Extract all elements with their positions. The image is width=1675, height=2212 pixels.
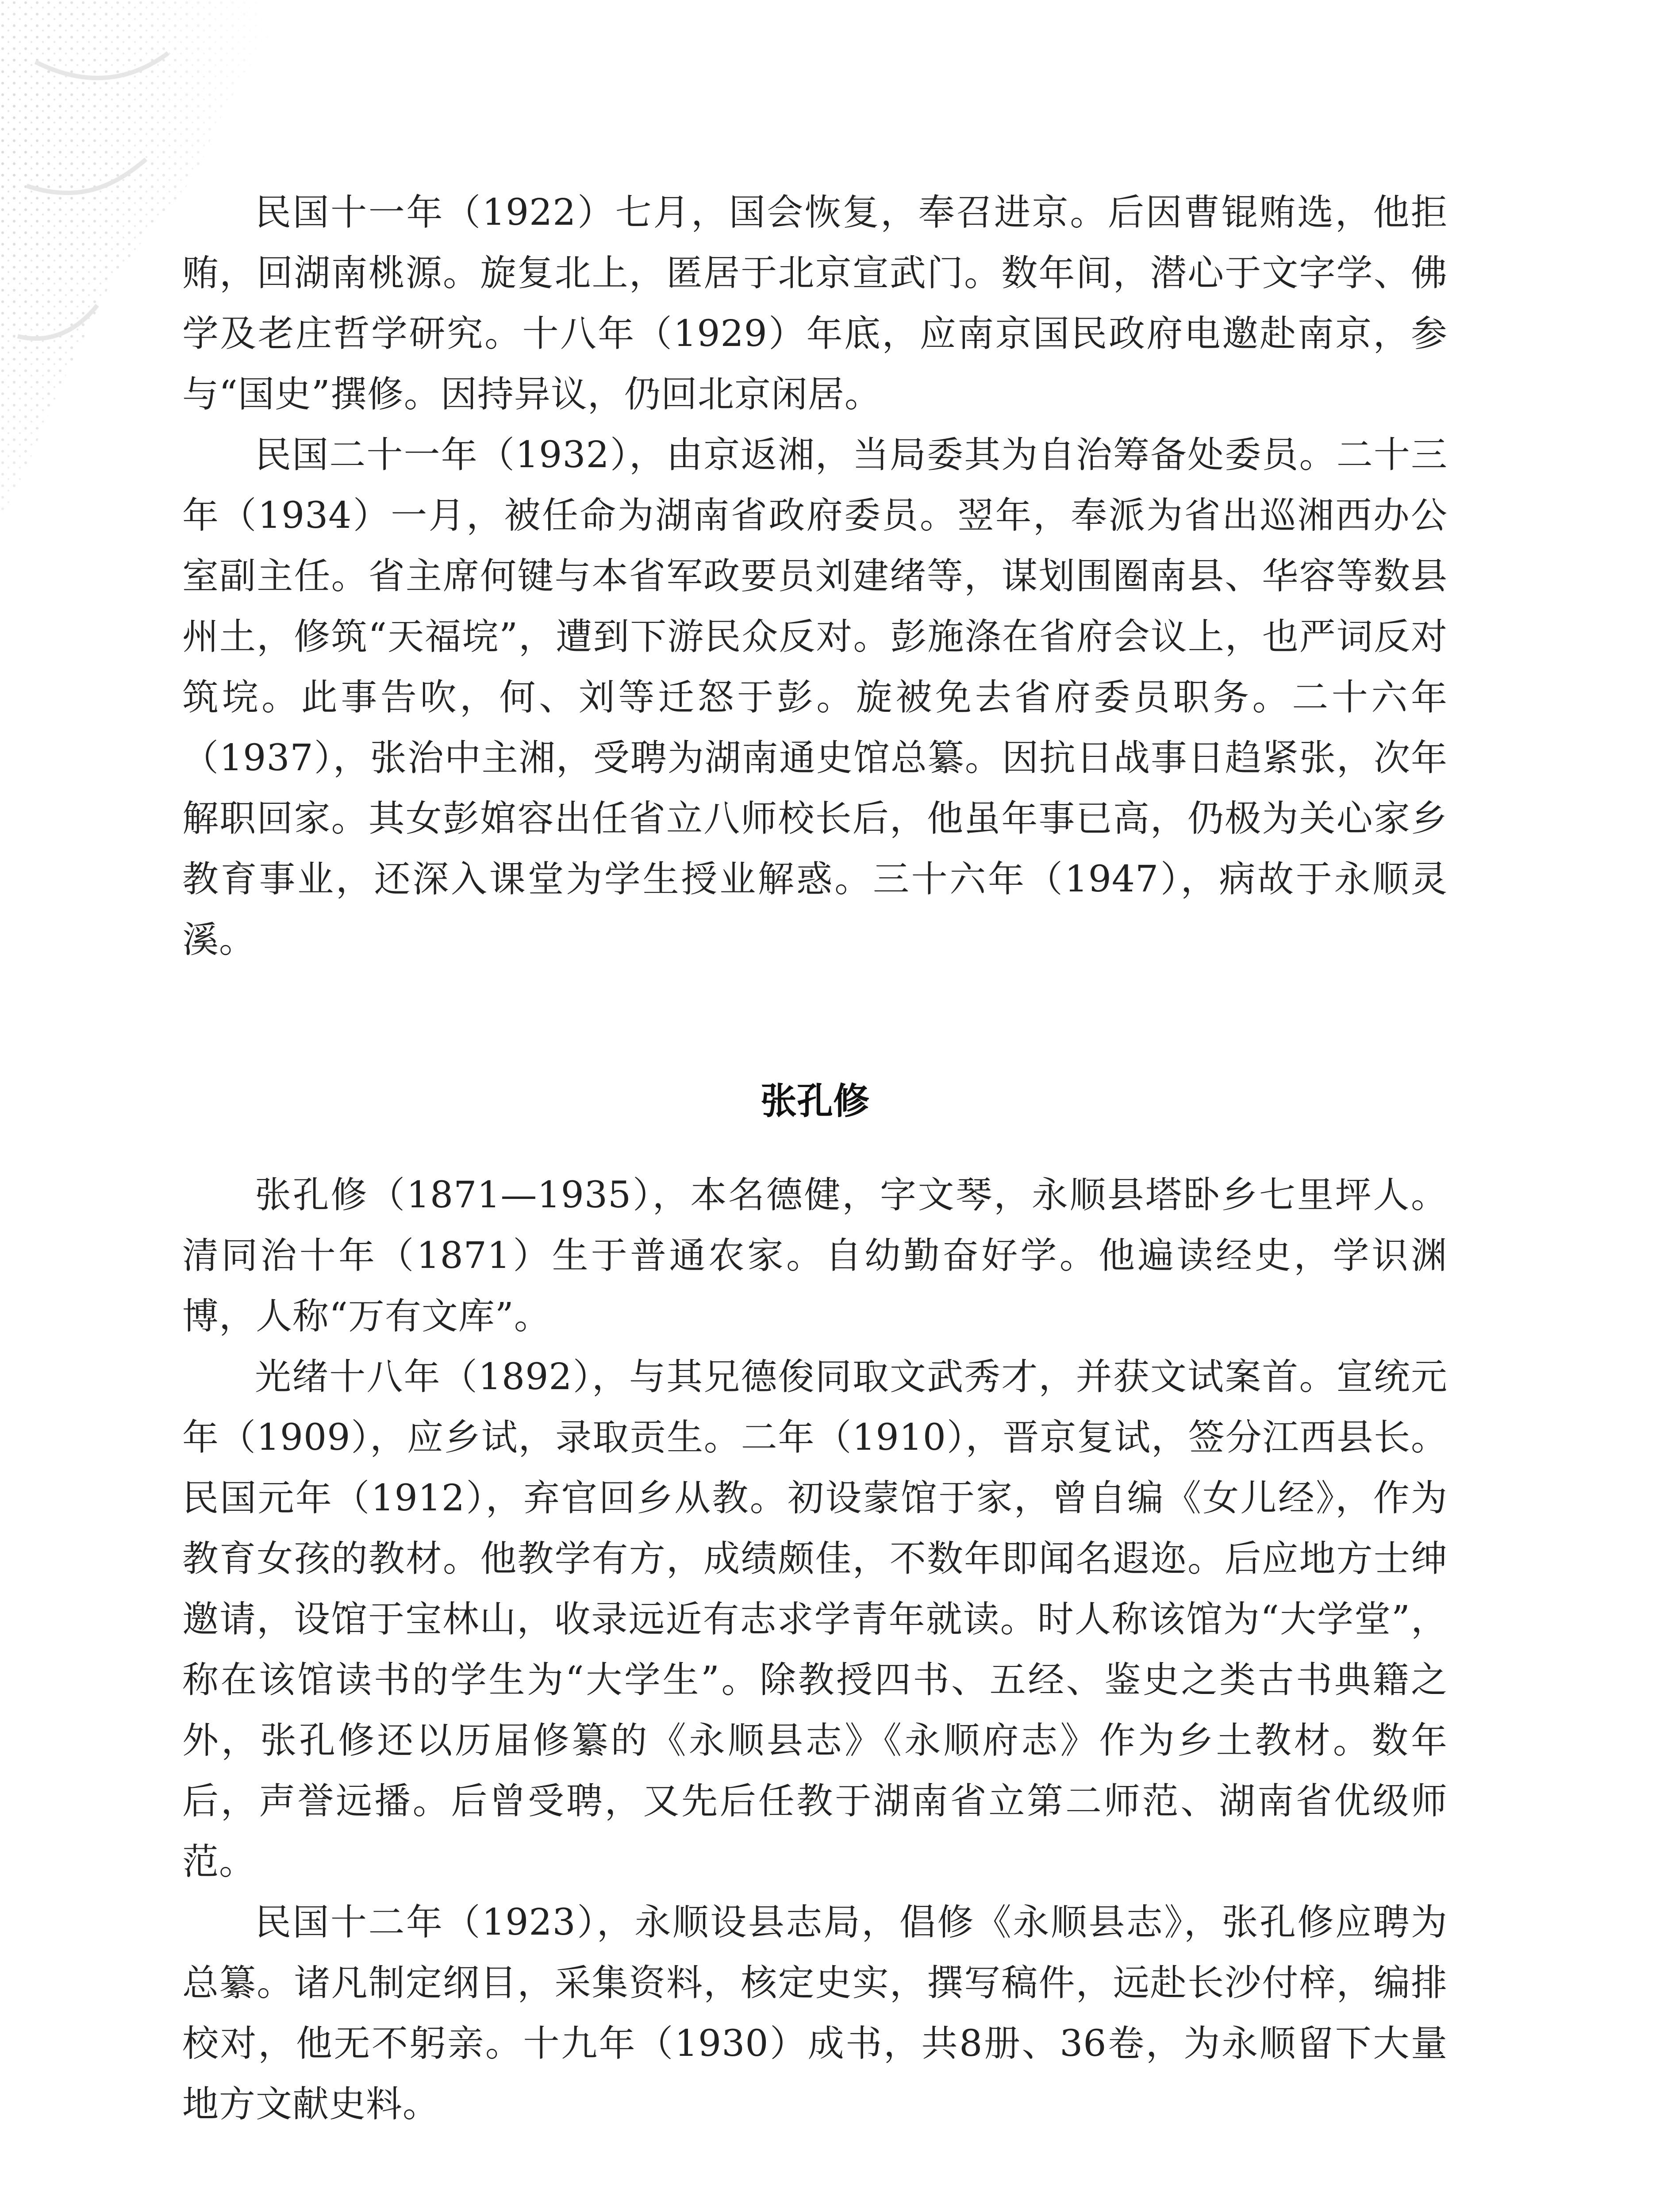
section-2-body bbox=[182, 1165, 1448, 2135]
paragraph-1922-beijing: 民国十一年（1922）七月，国会恢复，奉召进京。后因曹锟贿选，他拒贿，回湖南桃源。旋复北上，匿居于北京宣武门。数年间，潜心于文字学、佛学及老庄哲学研究。十八年（1929）年底，应南京国民政府电邀赴南京，参与“国史”撰修。因持异议，仍回北京闲居。 bbox=[182, 192, 1448, 415]
paragraph-1932-return: 民国二十一年（1932），由京返湘，当局委其为自治筹备处委员。二十三年（1934）一月，被任命为湖南省政府委员。翌年，奉派为省出巡湘西办公室副主任。省主席何键与本省军政要员刘建绪等，谋划围圈南县、华容等数县州土，修筑“天福垸”，遭到下游民众反对。彭施涤在省府会议上，也严词反对筑垸。此事告吹，何、刘等迁怒于彭。旋被免去省府委员职务。二十六年（1937），张治中主湘，受聘为湖南通史馆总纂。因抗日战事日趋紧张，次年解职回家。其女彭婠容出任省立八师校长后，他虽年事已高，仍极为关心家乡教育事业，还深入课堂为学生授业解惑。三十六年（1947），病故于永顺灵溪。 bbox=[182, 434, 1448, 961]
section-1-body bbox=[182, 182, 1448, 970]
paragraph-zhang-bio-intro: 张孔修（1871—1935），本名德健，字文琴，永顺县塔卧乡七里坪人。清同治十年（1871）生于普通农家。自幼勤奋好学。他遍读经史，学识渊博，人称“万有文库”。 bbox=[182, 1174, 1448, 1337]
paragraph-zhang-education: 光绪十八年（1892），与其兄德俊同取文武秀才，并获文试案首。宣统元年（1909），应乡试，录取贡生。二年（1910），晋京复试，签分江西县长。民国元年（1912），弃官回乡从教。初设蒙馆于家，曾自编《女儿经》，作为教育女孩的教材。他教学有方，成绩颇佳，不数年即闻名遐迩。后应地方士绅邀请，设馆于宝林山，收录远近有志求学青年就读。时人称该馆为“大学堂”，称在该馆读书的学生为“大学生”。除教授四书、五经、鉴史之类古书典籍之外，张孔修还以历届修纂的《永顺县志》《永顺府志》作为乡土教材。数年后，声誉远播。后曾受聘，又先后任教于湖南省立第二师范、湖南省优级师范。 bbox=[182, 1356, 1448, 1883]
section-heading-zhang-kongxiu: 张孔修 bbox=[760, 1080, 869, 1122]
paragraph-zhang-county-annals: 民国十二年（1923），永顺设县志局，倡修《永顺县志》，张孔修应聘为总纂。诸凡制定纲目，采集资料，核定史实，撰写稿件，远赴长沙付梓，编排校对，他无不躬亲。十九年（1930）成书，共8册、36卷，为永顺留下大量地方文献史料。 bbox=[182, 1901, 1448, 2125]
